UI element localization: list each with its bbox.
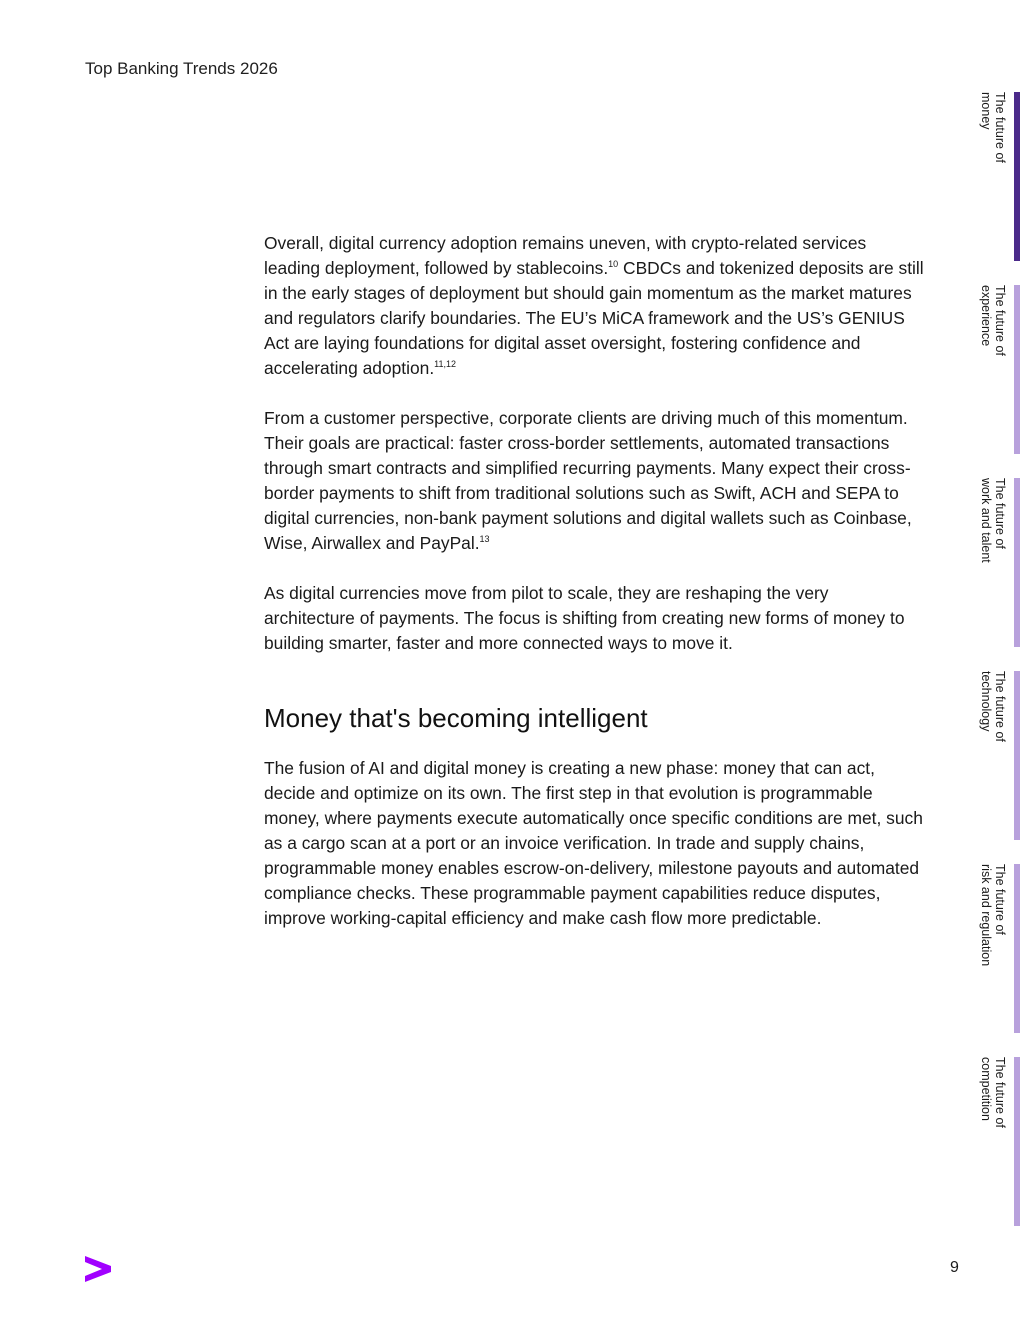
nav-tab-indicator xyxy=(1014,1057,1020,1226)
nav-tab-label: The future of risk and regulation xyxy=(979,864,1007,967)
paragraph-programmable-money: The fusion of AI and digital money is creating a new phase: money that can act, decide and optimize on its own. The first step in that evolution is programmable money, where payments execute automatically once specific conditions are met, such as a cargo scan at a port or an invoice verification. In trade and supply chains, programmable money enables escrow-on-delivery, milestone payouts and automated compliance checks. These programmable payment capabilities reduce disputes, improve working-capital efficiency and make cash flow more predictable. xyxy=(264,758,923,928)
nav-tab-indicator xyxy=(1014,478,1020,647)
footnote-ref[interactable]: 10 xyxy=(608,259,619,269)
paragraph-text: From a customer perspective, corporate clients are driving much of this momentum. Their goals are practical: faster cross-border settlements, automated transactions through smart contracts and simplified recurring payments. Many expect their cross-border payments to shift from traditional solutions such as Swift, ACH and SEPA to digital currencies, non-bank payment solutions and digital wallets such as Coinbase, Wise, Airwallex and PayPal. xyxy=(264,408,912,553)
paragraph-text: Overall, digital currency adoption remains uneven, with crypto-related services leading deployment, followed by stablecoins. xyxy=(264,233,867,278)
logo-shape xyxy=(85,1256,111,1282)
section-side-nav xyxy=(960,92,1020,1232)
main-content xyxy=(264,231,924,956)
nav-tab-indicator xyxy=(1014,285,1020,454)
nav-tab-label: The future of technology xyxy=(979,671,1007,742)
nav-tab-money[interactable] xyxy=(968,92,1020,261)
footnote-ref[interactable]: 11,12 xyxy=(434,359,457,369)
page-number: 9 xyxy=(950,1259,959,1276)
nav-tab-competition[interactable] xyxy=(968,1057,1020,1226)
nav-tab-label: The future of competition xyxy=(979,1057,1007,1128)
section-heading: Money that's becoming intelligent xyxy=(264,703,648,733)
footnote-ref[interactable]: 13 xyxy=(479,534,490,544)
nav-tab-work-and-talent[interactable] xyxy=(968,478,1020,647)
nav-tab-indicator xyxy=(1014,864,1020,1033)
nav-tab-risk-and-regulation[interactable] xyxy=(968,864,1020,1033)
document-title: Top Banking Trends 2026 xyxy=(85,59,278,78)
accenture-chevron-icon xyxy=(85,1256,111,1282)
nav-tab-label: The future of work and talent xyxy=(979,478,1007,563)
paragraph-text: CBDCs and tokenized deposits are still in the early stages of deployment but should gain momentum as the market matures and regulators clarify boundaries. The EU’s MiCA framework and the US’s GENIUS Act are laying foundations for digital asset oversight, fostering confidence and accelerating adoption. xyxy=(264,258,924,378)
nav-tab-label: The future of experience xyxy=(979,285,1007,356)
nav-tab-technology[interactable] xyxy=(968,671,1020,840)
paragraph-adoption xyxy=(264,231,924,381)
nav-tab-indicator xyxy=(1014,671,1020,840)
nav-tab-experience[interactable] xyxy=(968,285,1020,454)
nav-tab-label: The future of money xyxy=(979,92,1007,163)
paragraph-scale: As digital currencies move from pilot to scale, they are reshaping the very architecture of payments. The focus is shifting from creating new forms of money to building smarter, faster and more connected ways to move it. xyxy=(264,583,905,653)
paragraph-customer xyxy=(264,406,924,556)
nav-tab-indicator xyxy=(1014,92,1020,261)
